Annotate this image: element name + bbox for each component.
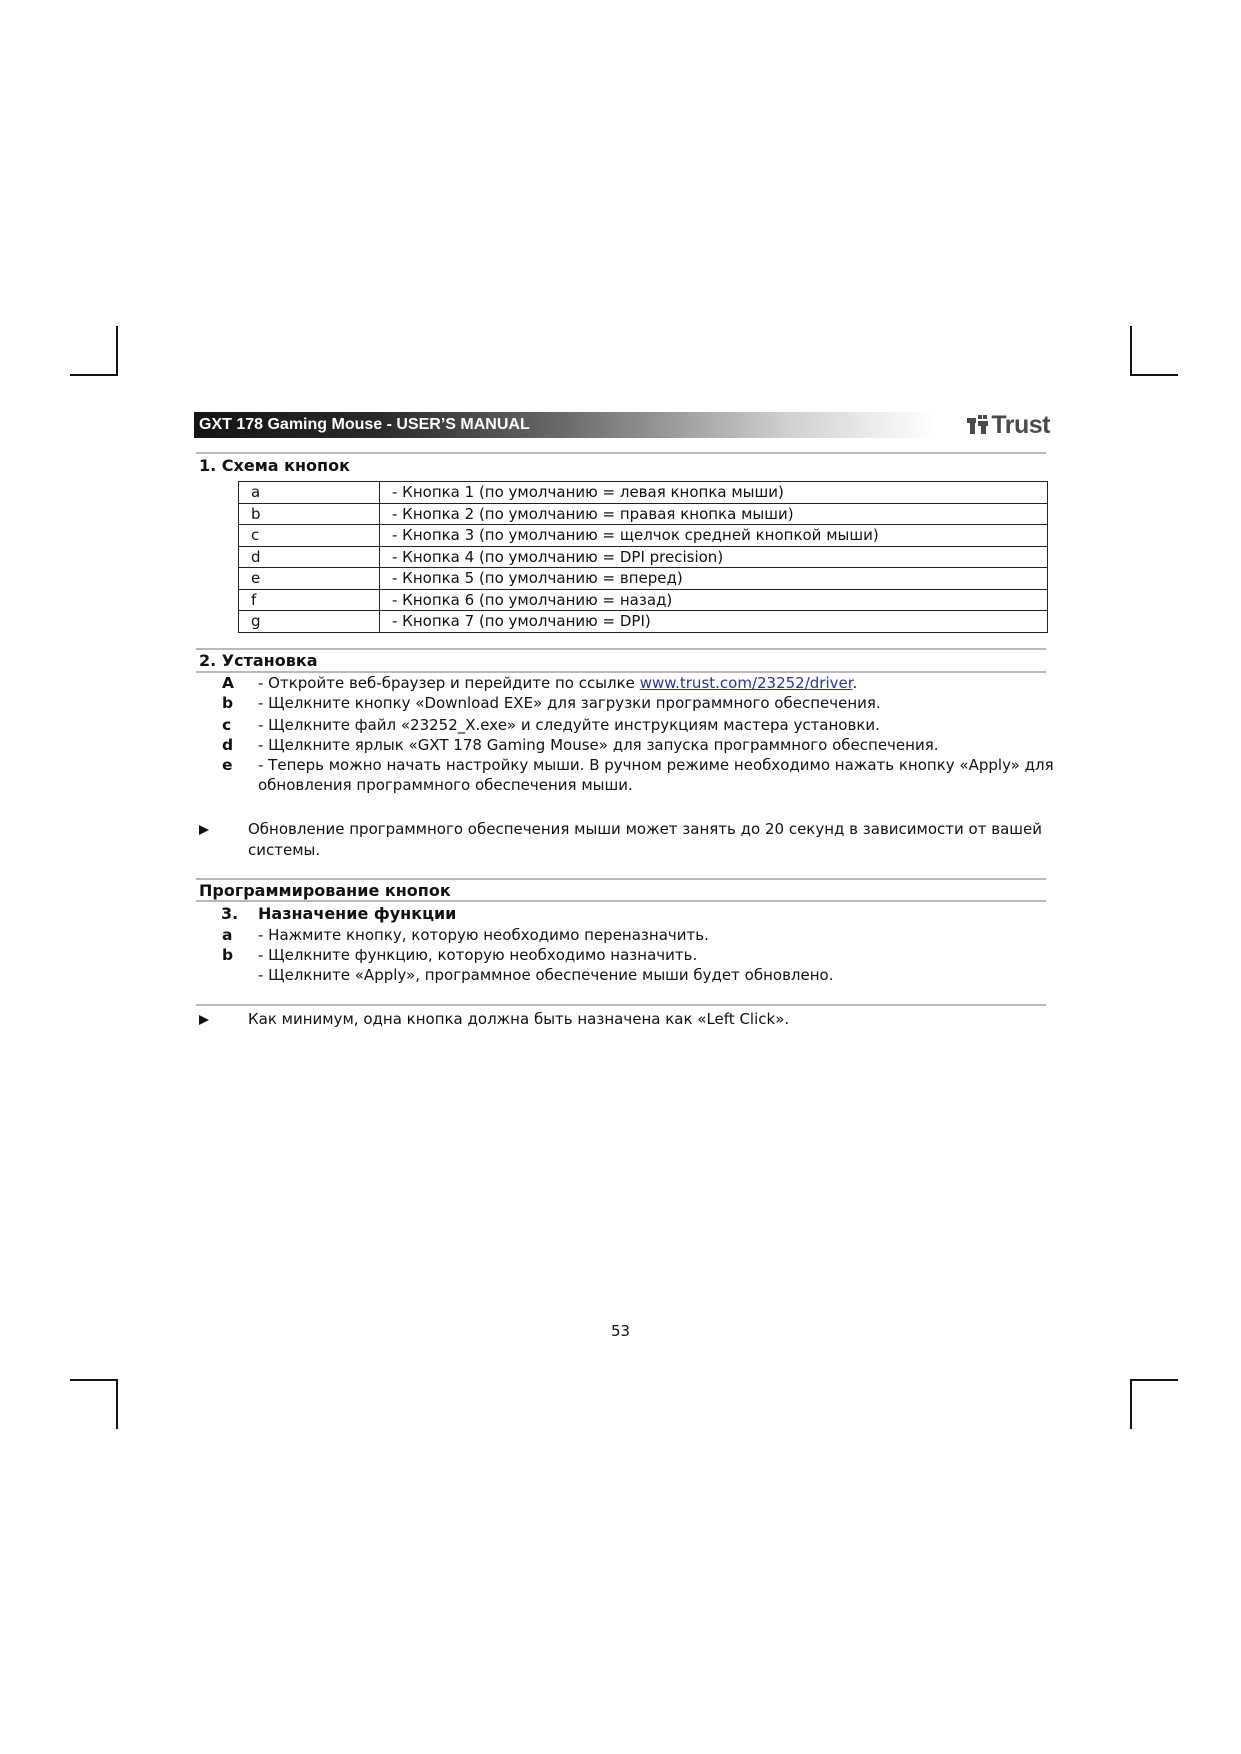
crop-mark-bottom-right: [1130, 1379, 1178, 1429]
section-title-button-layout: 1. Схема кнопок: [199, 456, 350, 475]
step-label: c: [222, 716, 232, 734]
step-text-continued: обновления программного обеспечения мыши.: [258, 776, 633, 794]
note-text: Как минимум, одна кнопка должна быть назначена как «Left Click».: [248, 1010, 790, 1028]
button-description: - Кнопка 3 (по умолчанию = щелчок средней кнопкой мыши): [380, 525, 1048, 547]
button-row: [239, 568, 1048, 590]
divider: [196, 452, 1046, 454]
button-row: [239, 611, 1048, 633]
divider: [196, 671, 1046, 673]
button-description: - Кнопка 5 (по умолчанию = вперед): [380, 568, 1048, 590]
divider: [196, 648, 1046, 650]
step-text: - Откройте веб-браузер и перейдите по ссылке www.trust.com/23252/driver.: [258, 674, 858, 692]
page-number: 53: [610, 1322, 631, 1340]
crop-mark-bottom-left: [70, 1379, 118, 1429]
button-key: b: [239, 503, 380, 525]
step-text: - Щелкните «Apply», программное обеспечение мыши будет обновлено.: [258, 966, 834, 984]
step-text: - Щелкните кнопку «Download EXE» для загрузки программного обеспечения.: [258, 694, 881, 712]
note-text-continued: системы.: [248, 841, 321, 859]
note-text: Обновление программного обеспечения мыши может занять до 20 секунд в зависимости от вашей: [248, 820, 1042, 838]
button-row: [239, 525, 1048, 547]
step-label: b: [222, 694, 234, 712]
step-label: b: [222, 946, 234, 964]
step-text: - Щелкните ярлык «GXT 178 Gaming Mouse» для запуска программного обеспечения.: [258, 736, 939, 754]
button-description: - Кнопка 4 (по умолчанию = DPI precision): [380, 546, 1048, 568]
section-title-button-programming: Программирование кнопок: [199, 881, 451, 900]
note-arrow-icon: [199, 1015, 209, 1025]
trust-logo-icon: [967, 414, 989, 436]
crop-mark-top-left: [70, 326, 118, 376]
button-description: - Кнопка 1 (по умолчанию = левая кнопка мыши): [380, 482, 1048, 504]
note-arrow-icon: [199, 825, 209, 835]
button-row: [239, 503, 1048, 525]
button-description: - Кнопка 7 (по умолчанию = DPI): [380, 611, 1048, 633]
step-label: d: [222, 736, 234, 754]
divider: [196, 1004, 1046, 1006]
button-description: - Кнопка 6 (по умолчанию = назад): [380, 589, 1048, 611]
step-label: e: [222, 756, 233, 774]
subsection-number: 3.: [221, 904, 239, 923]
button-key: c: [239, 525, 380, 547]
section-title-installation: 2. Установка: [199, 651, 318, 670]
button-key: f: [239, 589, 380, 611]
step-text: - Нажмите кнопку, которую необходимо переназначить.: [258, 926, 709, 944]
step-text: - Щелкните файл «23252_X.exe» и следуйте инструкциям мастера установки.: [258, 716, 880, 734]
driver-link[interactable]: www.trust.com/23252/driver: [639, 674, 853, 692]
trust-logo: [967, 410, 1050, 440]
button-row: [239, 589, 1048, 611]
button-description: - Кнопка 2 (по умолчанию = правая кнопка мыши): [380, 503, 1048, 525]
crop-mark-top-right: [1130, 326, 1178, 376]
header-title: GXT 178 Gaming Mouse - USER’S MANUAL: [199, 416, 530, 433]
button-key: g: [239, 611, 380, 633]
trust-logo-text: Trust: [991, 410, 1050, 439]
subsection-title: Назначение функции: [258, 904, 457, 923]
page-header: [194, 412, 1050, 438]
button-key: a: [239, 482, 380, 504]
step-text: - Теперь можно начать настройку мыши. В ручном режиме необходимо нажать кнопку «Apply» для: [258, 756, 1054, 774]
button-key: e: [239, 568, 380, 590]
header-band: [194, 412, 934, 438]
step-label: A: [222, 674, 234, 692]
step-label: a: [222, 926, 233, 944]
button-row: [239, 546, 1048, 568]
button-row: [239, 482, 1048, 504]
step-text: - Щелкните функцию, которую необходимо назначить.: [258, 946, 698, 964]
divider: [196, 900, 1046, 902]
button-key: d: [239, 546, 380, 568]
button-layout-table: [238, 481, 1048, 633]
divider: [196, 878, 1046, 880]
